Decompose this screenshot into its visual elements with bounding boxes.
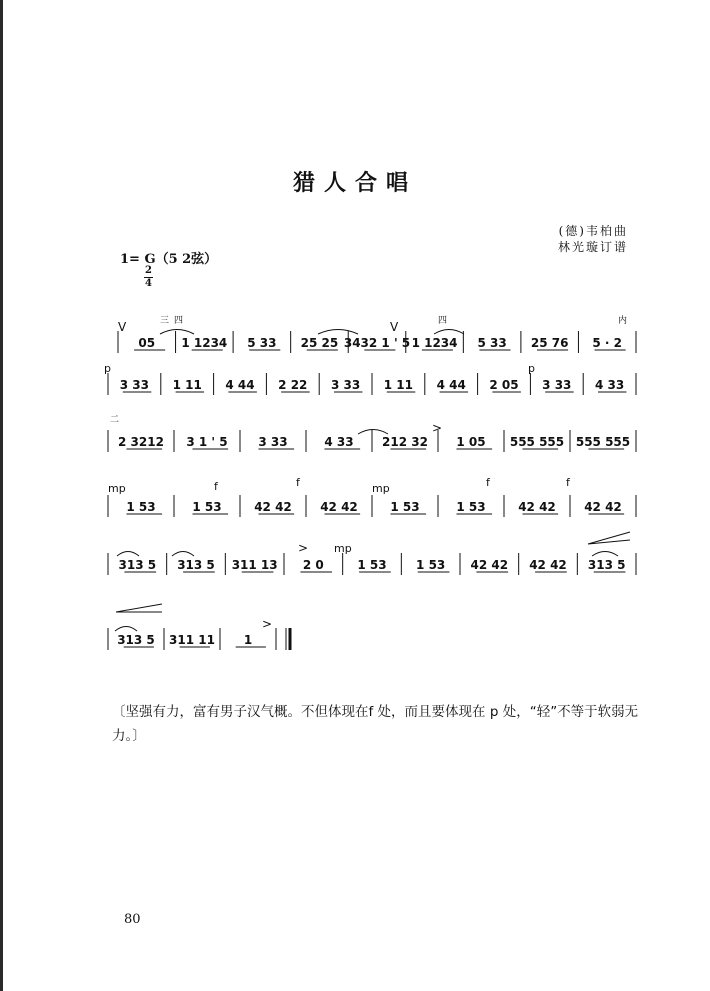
slur-mark bbox=[115, 627, 137, 632]
measure-notes: 3 1 ' 5 bbox=[186, 435, 228, 449]
measure-notes: 3 33 bbox=[258, 435, 288, 449]
measure-notes: 313 5 bbox=[117, 633, 155, 647]
measure-notes: 1 53 bbox=[192, 500, 222, 514]
fingering-four: 四 bbox=[438, 316, 448, 326]
measure-notes: 25 25 bbox=[300, 336, 339, 350]
measure-notes: 4 33 bbox=[594, 378, 625, 392]
measure-notes: 3 33 bbox=[542, 378, 572, 392]
measure-notes: 1 53 bbox=[126, 500, 156, 514]
dynamic-mp: mp bbox=[334, 542, 352, 555]
composer-credit: (德)韦柏曲 bbox=[558, 224, 628, 238]
key-signature: 1= G（5 2弦） bbox=[120, 252, 218, 267]
measure-notes: 311 11 bbox=[169, 633, 215, 647]
measure-notes: 555 555 bbox=[575, 435, 631, 449]
measure-notes: 42 42 bbox=[584, 500, 622, 514]
measure-notes: 4 44 bbox=[436, 378, 466, 392]
fingering-three: 三 bbox=[160, 316, 170, 326]
dynamic-mp: mp bbox=[372, 482, 390, 495]
slur-mark bbox=[434, 330, 464, 335]
measure-notes: 3 33 bbox=[330, 378, 361, 392]
measure-notes: 3432 1 ' 5 bbox=[343, 336, 411, 350]
measure-notes: 1 1234 bbox=[411, 336, 458, 350]
measure-notes: 212 32 bbox=[382, 435, 428, 449]
measure-notes: 42 42 bbox=[320, 500, 358, 514]
fingering-two: 二 bbox=[110, 415, 120, 425]
accent-mark: > bbox=[432, 421, 443, 435]
dynamic-mp: mp bbox=[108, 482, 126, 495]
measure-notes: 2 0 bbox=[302, 558, 324, 572]
slur-mark bbox=[160, 330, 194, 335]
measure-notes: 4 44 bbox=[225, 378, 255, 392]
measure-notes: 1 bbox=[243, 633, 253, 647]
dynamic-f: f bbox=[296, 476, 300, 489]
page-title: 猎人合唱 bbox=[292, 170, 417, 196]
measure-notes: 5 33 bbox=[477, 336, 507, 350]
measure-notes: 1 53 bbox=[357, 558, 387, 572]
time-denominator: 4 bbox=[145, 278, 152, 289]
measure-notes: 1 05 bbox=[456, 435, 486, 449]
measure-notes: 1 53 bbox=[456, 500, 486, 514]
dynamic-f: f bbox=[486, 476, 490, 489]
crescendo-hairpin bbox=[116, 604, 162, 612]
measure-notes: 25 76 bbox=[530, 336, 569, 350]
measure-notes: 1 11 bbox=[383, 378, 414, 392]
slur-mark bbox=[117, 552, 139, 557]
performance-remark: 〔坚强有力，富有男子汉气概。不但体现在f 处，而且要体现在 p 处，“轻”不等于软弱无力。〕 bbox=[112, 704, 639, 744]
measure-notes: 05 bbox=[138, 336, 156, 350]
measure-notes: 1 1234 bbox=[181, 336, 228, 350]
measure-notes: 1 53 bbox=[416, 558, 446, 572]
measure-notes: 42 42 bbox=[518, 500, 556, 514]
dynamic-p: p bbox=[104, 362, 111, 375]
measure-notes: 42 42 bbox=[470, 558, 509, 572]
arranger-credit: 林光璇订谱 bbox=[557, 240, 628, 254]
measure-notes: 42 42 bbox=[529, 558, 567, 572]
fingering-four: 四 bbox=[174, 316, 184, 326]
accent-mark: > bbox=[298, 541, 309, 555]
measure-notes: 5 33 bbox=[247, 336, 277, 350]
slur-mark bbox=[592, 552, 618, 557]
measure-notes: 313 5 bbox=[587, 558, 626, 572]
measure-notes: 2 22 bbox=[278, 378, 308, 392]
measure-notes: 2 05 bbox=[489, 378, 519, 392]
slur-mark bbox=[358, 430, 388, 435]
accent-mark: > bbox=[262, 617, 273, 631]
measure-notes: 42 42 bbox=[254, 500, 292, 514]
measure-notes: 1 53 bbox=[390, 500, 420, 514]
measure-notes: 311 13 bbox=[231, 558, 278, 572]
measure-notes: 5 · 2 bbox=[592, 336, 623, 350]
up-bow-mark: V bbox=[390, 320, 399, 334]
measure-notes: 4 33 bbox=[324, 435, 354, 449]
fingering-inner: 内 bbox=[618, 316, 628, 326]
up-bow-mark: V bbox=[118, 320, 127, 334]
measure-notes: 3 33 bbox=[119, 378, 150, 392]
measure-notes: 555 555 bbox=[509, 435, 565, 449]
page-number: 80 bbox=[124, 912, 141, 927]
slur-mark bbox=[318, 330, 358, 335]
dynamic-f: f bbox=[566, 476, 570, 489]
crescendo-hairpin bbox=[588, 532, 630, 544]
measure-notes: 313 5 bbox=[177, 558, 215, 572]
time-numerator: 2 bbox=[145, 265, 152, 276]
measure-notes: 2 3212 bbox=[118, 435, 164, 449]
measure-notes: 1 11 bbox=[172, 378, 202, 392]
dynamic-f: f bbox=[214, 480, 218, 493]
slur-mark bbox=[172, 552, 194, 557]
measure-notes: 313 5 bbox=[118, 558, 157, 572]
dynamic-p: p bbox=[528, 362, 535, 375]
